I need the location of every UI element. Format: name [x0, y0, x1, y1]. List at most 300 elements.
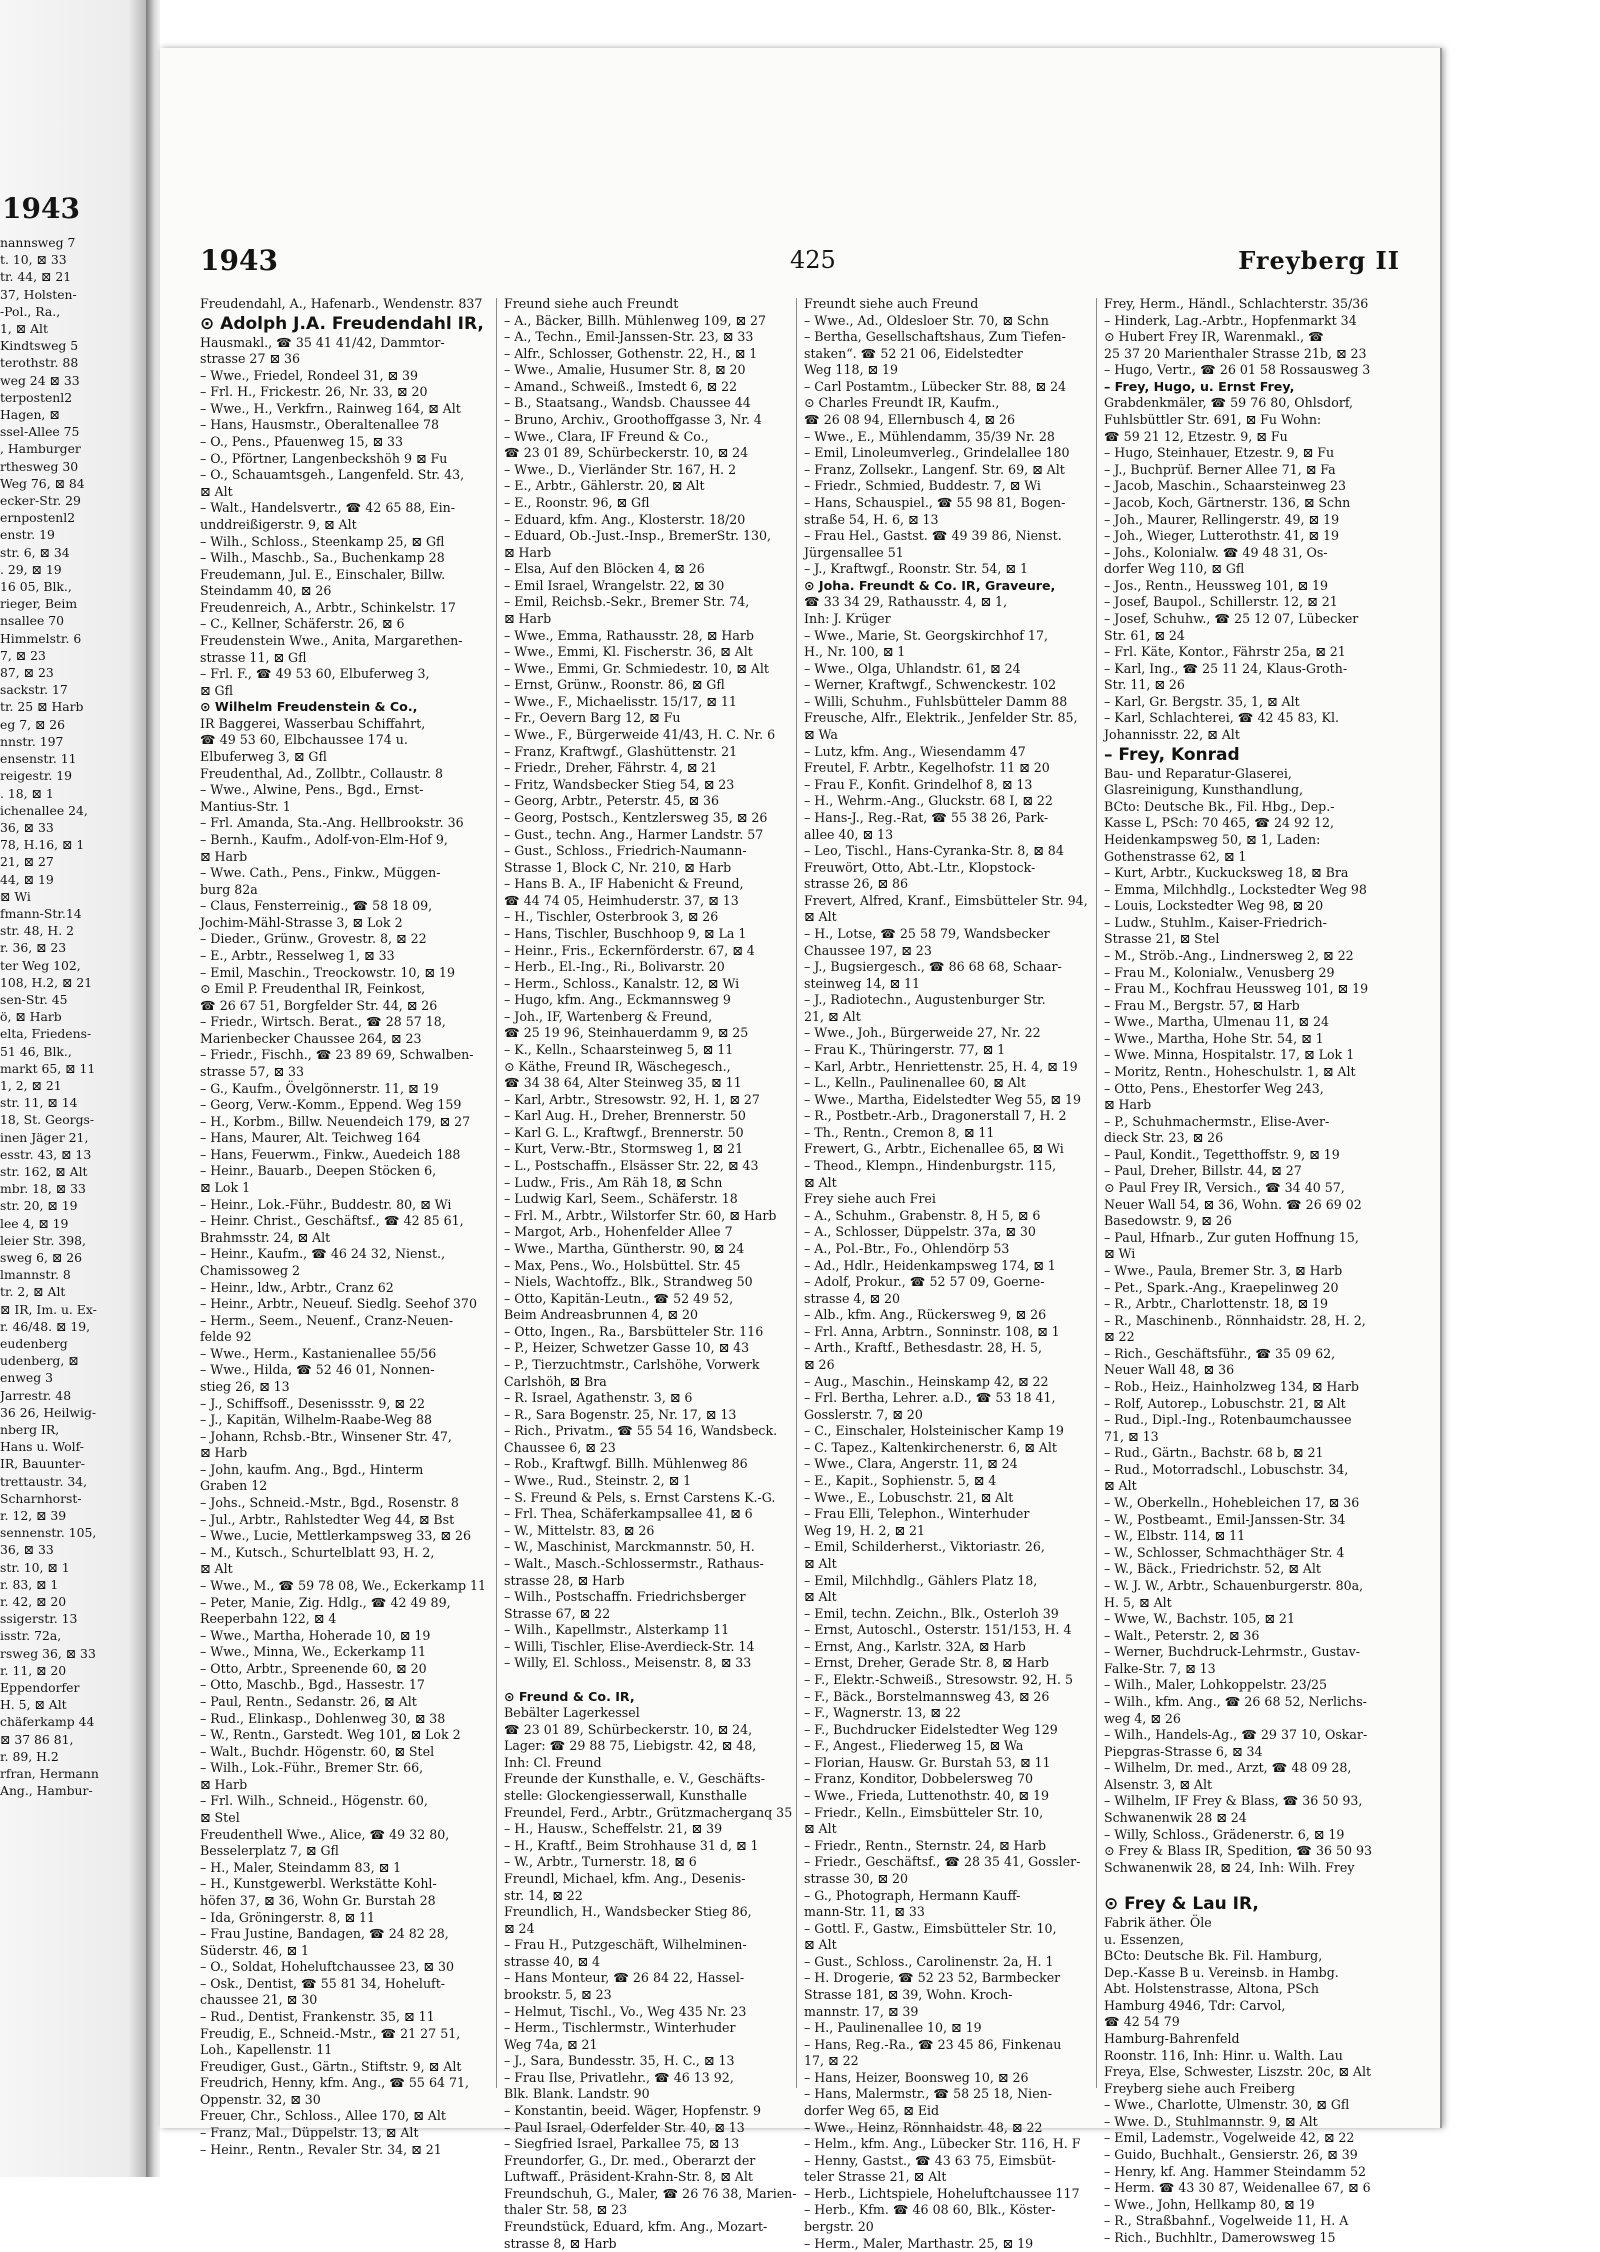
directory-entry-line: – Emil, Milchhdlg., Gählers Platz 18,	[804, 1572, 1038, 1588]
directory-entry-line: – Rud., Dipl.-Ing., Rotenbaumchaussee	[1104, 1412, 1352, 1428]
directory-entry-line: – Guido, Buchhalt., Gensierstr. 26, ⊠ 39	[1104, 2147, 1358, 2163]
directory-entry-line: – Rud., Dentist, Frankenstr. 35, ⊠ 11	[200, 2008, 435, 2024]
directory-entry-line: 25 37 20 Marienthaler Strasse 21b, ⊠ 23	[1104, 345, 1367, 361]
left-page-line: esstr. 43, ⊠ 13	[0, 1146, 92, 1162]
left-page-line: r. 12, ⊠ 39	[0, 1508, 67, 1524]
directory-entry-line: – Hans, Hausmstr., Oberaltenallee 78	[200, 417, 440, 433]
directory-entry-line: – Wwe., Clara, Angerstr. 11, ⊠ 24	[804, 1456, 1018, 1472]
directory-entry-line: ⊠ Stel	[200, 1810, 240, 1826]
directory-entry-line: – Jacob, Koch, Gärtnerstr. 136, ⊠ Schn	[1104, 494, 1351, 510]
left-page-line: Himmelstr. 6	[0, 630, 82, 646]
directory-entry-line: BCto: Deutsche Bk., Fil. Hbg., Dep.-	[1104, 798, 1335, 814]
directory-entry-line: – Heinr., Lok.-Führ., Buddestr. 80, ⊠ Wi	[200, 1196, 452, 1212]
directory-entry-line: – Wwe., Heinz, Rönnhaidstr. 48, ⊠ 22	[804, 2119, 1043, 2135]
directory-entry-line: – C., Kellner, Schäferstr. 26, ⊠ 6	[200, 616, 405, 632]
directory-entry-line: – Otto, Arbtr., Spreenende 60, ⊠ 20	[200, 1660, 427, 1676]
directory-entry-line: – Arth., Kraftf., Bethesdastr. 28, H. 5,	[804, 1340, 1043, 1356]
left-page-line: Scharnhorst-	[0, 1490, 82, 1506]
directory-entry-line	[504, 1672, 796, 1689]
left-page-line: ernpostenl2	[0, 510, 76, 526]
directory-entry-line: – Frl. F., ☎ 49 53 60, Elbuferweg 3,	[200, 666, 430, 682]
left-page-line: 7, ⊠ 23	[0, 647, 46, 663]
directory-entry-line: – W., Elbstr. 114, ⊠ 11	[1104, 1528, 1246, 1544]
directory-entry-line: – Heinr., Kaufm., ☎ 46 24 32, Nienst.,	[200, 1246, 446, 1262]
directory-entry-line: ⊙ Hubert Frey IR, Warenmakl., ☎	[1104, 329, 1324, 345]
directory-entry-line: – Hugo, Steinhauer, Etzestr. 9, ⊠ Fu	[1104, 445, 1335, 461]
directory-entry-line: – Wwe., Lucie, Mettlerkampsweg 33, ⊠ 26	[200, 1528, 471, 1544]
directory-entry-line: – Hans, Reg.-Ra., ☎ 23 45 86, Finkenau	[804, 2036, 1062, 2052]
left-page-line: -Pol., Ra.,	[0, 303, 61, 319]
directory-entry-line: höfen 37, ⊠ 36, Wohn Gr. Burstah 28	[200, 1892, 436, 1908]
directory-entry-line: Schwanenwik 28, ⊠ 24, Inh: Wilh. Frey	[1104, 1859, 1355, 1875]
directory-entry-line: – Wwe., Frieda, Luttenothstr. 40, ⊠ 19	[804, 1788, 1049, 1804]
left-page-line: weg 24 ⊠ 33	[0, 372, 80, 388]
directory-entry-line: Str. 61, ⊠ 24	[1104, 627, 1185, 643]
directory-entry-line: – J., Kapitän, Wilhelm-Raabe-Weg 88	[200, 1412, 432, 1428]
directory-entry-line: – Josef, Baupol., Schillerstr. 12, ⊠ 21	[1104, 594, 1338, 610]
directory-entry-line: – Eduard, kfm. Ang., Klosterstr. 18/20	[504, 511, 746, 527]
directory-entry-line: Johannisstr. 22, ⊠ Alt	[1104, 727, 1240, 743]
directory-entry-line: – Wwe., E., Lobuschstr. 21, ⊠ Alt	[804, 1489, 1014, 1505]
directory-entry-line: – Wwe., Hilda, ☎ 52 46 01, Nonnen-	[200, 1362, 435, 1378]
directory-entry-line: – Ernst, Autoschl., Osterstr. 151/153, H. 4	[804, 1622, 1072, 1638]
directory-entry-line: Abt. Holstenstrasse, Altona, PSch	[1104, 1981, 1319, 1997]
left-page-line: udenberg, ⊠	[0, 1353, 79, 1369]
directory-entry-line: – W., Maschinist, Marckmannstr. 50, H.	[504, 1539, 755, 1555]
directory-entry-line: ☎ 34 38 64, Alter Steinweg 35, ⊠ 11	[504, 1075, 742, 1091]
directory-entry-line: – E., Arbtr., Resselweg 1, ⊠ 33	[200, 947, 395, 963]
directory-entry-line: – Wwe. D., Stuhlmannstr. 9, ⊠ Alt	[1104, 2113, 1318, 2129]
directory-entry-line: – Friedr., Dreher, Fährstr. 4, ⊠ 21	[504, 760, 718, 776]
left-page-line: Hagen, ⊠	[0, 407, 60, 423]
directory-entry-line: – O., Pens., Pfauenweg 15, ⊠ 33	[200, 434, 404, 450]
directory-entry-line: – Paul, Kondit., Tegetthoffstr. 9, ⊠ 19	[1104, 1146, 1340, 1162]
directory-entry-line: – H., Tischler, Osterbrook 3, ⊠ 26	[504, 909, 719, 925]
directory-entry-line: Weg 118, ⊠ 19	[804, 362, 899, 378]
directory-entry-line: – Theod., Klempn., Hindenburgstr. 115,	[804, 1158, 1057, 1174]
directory-entry-line: – S. Freund & Pels, s. Ernst Carstens K.-G.	[504, 1489, 776, 1505]
directory-entry-line: Freudenthal, Ad., Zollbtr., Collaustr. 8	[200, 765, 444, 781]
directory-entry-line: – Heinr., Fris., Eckernförderstr. 67, ⊠ 4	[504, 942, 755, 958]
directory-entry-line: – Friedr., Schmied, Buddestr. 7, ⊠ Wi	[804, 478, 1041, 494]
directory-entry-line: ☎ 25 19 96, Steinhauerdamm 9, ⊠ 25	[504, 1025, 749, 1041]
directory-page	[160, 48, 1442, 2251]
directory-entry-line: ⊙ Wilhelm Freudenstein & Co.,	[200, 699, 418, 715]
directory-entry-line: – Wilh., Postschaffn. Friedrichsberger	[504, 1589, 746, 1605]
directory-entry-line: Str. 11, ⊠ 26	[1104, 677, 1185, 693]
directory-entry-line: – Amand., Schweiß., Imstedt 6, ⊠ 22	[504, 378, 738, 394]
page-number: 425	[790, 246, 836, 274]
directory-entry-line: – Wwe., F., Michaelisstr. 15/17, ⊠ 11	[504, 693, 737, 709]
directory-entry-line: – Helm., kfm. Ang., Lübecker Str. 116, H. F	[804, 2136, 1081, 2152]
directory-entry-line: – Heinr. Christ., Geschäftsf., ☎ 42 85 61,	[200, 1213, 464, 1229]
left-page-line: inen Jäger 21,	[0, 1129, 89, 1145]
directory-entry-line: – B., Staatsang., Wandsb. Chaussee 44	[504, 395, 751, 411]
directory-entry-line: Falke-Str. 7, ⊠ 13	[1104, 1660, 1216, 1676]
directory-entry-line: – Kurt, Arbtr., Kuckucksweg 18, ⊠ Bra	[1104, 865, 1349, 881]
left-page-line: eg 7, ⊠ 26	[0, 716, 66, 732]
directory-entry-line: Frevert, Alfred, Kranf., Eimsbütteler Str. 94,	[804, 892, 1088, 908]
directory-entry-line: – Willi, Tischler, Elise-Averdieck-Str. 14	[504, 1638, 755, 1654]
directory-entry-line: – Rolf, Autorep., Lobuschstr. 21, ⊠ Alt	[1104, 1395, 1346, 1411]
directory-entry-line: – Wilhelm, Dr. med., Arzt, ☎ 48 09 28,	[1104, 1760, 1352, 1776]
directory-entry-line: ⊙ Joha. Freundt & Co. IR, Graveure,	[804, 577, 1056, 593]
directory-entry-line: stelle: Glockengiesserwall, Kunsthalle	[504, 1788, 747, 1804]
directory-entry-line: Frey, Herm., Händl., Schlachterstr. 35/36	[1104, 296, 1369, 311]
left-page-line: 36, ⊠ 33	[0, 1542, 54, 1558]
directory-entry-line: ⊠ 26	[804, 1357, 835, 1372]
directory-entry-line: – Wilhelm, IF Frey & Blass, ☎ 36 50 93,	[1104, 1793, 1363, 1809]
directory-entry-line: mann-Str. 11, ⊠ 33	[804, 1904, 925, 1920]
directory-entry-line: – A., Schuhm., Grabenstr. 8, H 5, ⊠ 6	[804, 1207, 1041, 1223]
directory-entry-line: burg 82a	[200, 881, 258, 897]
directory-entry-line: ☎ 44 74 05, Heimhuderstr. 37, ⊠ 13	[504, 892, 739, 908]
directory-entry-line: – Dieder., Grünw., Grovestr. 8, ⊠ 22	[200, 931, 427, 947]
left-page-line: 16 05, Blk.,	[0, 579, 72, 595]
directory-entry-line: – Frau M., Kolonialw., Venusberg 29	[1104, 964, 1335, 980]
directory-entry-line: strasse 30, ⊠ 20	[804, 1870, 909, 1886]
directory-entry-line: ⊙ Paul Frey IR, Versich., ☎ 34 40 57,	[1104, 1180, 1345, 1196]
directory-entry-line: – Rud., Gärtn., Bachstr. 68 b, ⊠ 21	[1104, 1445, 1324, 1461]
directory-entry-line: Freundstück, Eduard, kfm. Ang., Mozart-	[504, 2219, 768, 2235]
directory-entry-line: – R., Arbtr., Charlottenstr. 18, ⊠ 19	[1104, 1296, 1329, 1312]
directory-entry-line: – F., Bäck., Borstelmannsweg 43, ⊠ 26	[804, 1688, 1050, 1704]
directory-entry-line: Freudemann, Jul. E., Einschaler, Billw.	[200, 566, 446, 582]
directory-entry-line: – Wwe., Amalie, Husumer Str. 8, ⊠ 20	[504, 362, 746, 378]
directory-entry-line: – Hans-J., Reg.-Rat, ☎ 55 38 26, Park-	[804, 809, 1049, 825]
directory-entry-line: – Herm., Tischlermstr., Winterhuder	[504, 2020, 736, 2036]
directory-entry-line: steinweg 14, ⊠ 11	[804, 975, 921, 991]
directory-entry-line: dieck Str. 23, ⊠ 26	[1104, 1130, 1224, 1146]
directory-entry-line: – Wilh., kfm. Ang., ☎ 26 68 52, Nerlichs-	[1104, 1693, 1367, 1709]
directory-entry-line: – Claus, Fensterreinig., ☎ 58 18 09,	[200, 898, 433, 914]
left-page-line: str. 20, ⊠ 19	[0, 1198, 78, 1214]
left-page-line: . 18, ⊠ 1	[0, 785, 54, 801]
directory-entry-line: ⊠ Harb	[200, 848, 248, 864]
directory-entry-line: ⊠ Gfl	[200, 682, 234, 698]
directory-entry-line: – Karl, Arbtr., Henriettenstr. 25, H. 4, ⊠ 19	[804, 1058, 1078, 1074]
directory-entry-line: – H., Maler, Steindamm 83, ⊠ 1	[200, 1859, 402, 1875]
directory-entry-line: Loh., Kapellenstr. 11	[200, 2042, 333, 2058]
left-page-line: 78, H.16, ⊠ 1	[0, 837, 85, 853]
left-page-line: sen-Str. 45	[0, 991, 68, 1007]
directory-entry-line: – Frau Hel., Gastst. ☎ 49 39 86, Nienst.	[804, 528, 1062, 544]
left-page-line: enweg 3	[0, 1370, 54, 1386]
directory-entry-line: Chaussee 6, ⊠ 23	[504, 1439, 616, 1455]
directory-entry-line: – Henry, kf. Ang. Hammer Steindamm 52	[1104, 2163, 1367, 2179]
directory-entry-line	[1104, 1876, 1396, 1893]
directory-entry-line: thaler Str. 58, ⊠ 23	[504, 2202, 628, 2218]
left-page-line: fmann-Str.14	[0, 905, 82, 921]
directory-entry-line: – Louis, Lockstedter Weg 98, ⊠ 20	[1104, 898, 1324, 914]
directory-entry-line: – Wwe., Martha, Güntherstr. 90, ⊠ 24	[504, 1240, 745, 1256]
directory-entry-line: – Pet., Spark.-Ang., Kraepelinweg 20	[1104, 1279, 1339, 1295]
directory-entry-line: – Wwe., M., ☎ 59 78 08, We., Eckerkamp 11	[200, 1577, 487, 1593]
directory-entry-line: – Kurt, Verw.-Btr., Stormsweg 1, ⊠ 21	[504, 1141, 744, 1157]
directory-entry-line: – H., Wehrm.-Ang., Gluckstr. 68 I, ⊠ 22	[804, 793, 1053, 809]
left-page-line: r. 89, H.2	[0, 1748, 59, 1764]
directory-entry-line: Freudenstein Wwe., Anita, Margarethen-	[200, 632, 463, 648]
left-page-line: 36, ⊠ 33	[0, 819, 54, 835]
directory-entry-line: – Ida, Gröningerstr. 8, ⊠ 11	[200, 1909, 376, 1925]
directory-entry-line: Freundl, Michael, kfm. Ang., Desenis-	[504, 1870, 746, 1886]
directory-entry-line: – Osk., Dentist, ☎ 55 81 34, Hoheluft-	[200, 1975, 446, 1991]
directory-entry-line: – Wwe., Herm., Kastanienallee 55/56	[200, 1345, 437, 1361]
directory-entry-line: Elbuferweg 3, ⊠ Gfl	[200, 749, 327, 765]
directory-entry-line: – Wwe., Rud., Steinstr. 2, ⊠ 1	[504, 1473, 692, 1489]
directory-entry-line: – Moritz, Rentn., Hoheschulstr. 1, ⊠ Alt	[1104, 1064, 1356, 1080]
directory-entry-line: ☎ 49 53 60, Elbchaussee 174 u.	[200, 732, 408, 748]
directory-entry-line: 71, ⊠ 13	[1104, 1428, 1159, 1444]
directory-entry-line: Glasreinigung, Kunsthandlung,	[1104, 782, 1304, 798]
directory-entry-line: strasse 57, ⊠ 33	[200, 1064, 305, 1080]
directory-entry-line: Gothenstrasse 62, ⊠ 1	[1104, 848, 1247, 864]
directory-entry-line: – Wilh., Kapellmstr., Alsterkamp 11	[504, 1622, 730, 1638]
directory-entry-line: – L., Kelln., Paulinenallee 60, ⊠ Alt	[804, 1075, 1026, 1091]
directory-entry-line: – P., Schuhmachermstr., Elise-Aver-	[1104, 1113, 1330, 1129]
directory-entry-line: – Otto, Ingen., Ra., Barsbütteler Str. 116	[504, 1323, 764, 1339]
directory-entry-line: H. 5, ⊠ Alt	[1104, 1594, 1172, 1610]
directory-entry-line: – Ad., Hdlr., Heidenkampsweg 174, ⊠ 1	[804, 1257, 1056, 1273]
left-page-line: Weg 76, ⊠ 84	[0, 475, 85, 491]
directory-entry-line: – H., Kunstgewerbl. Werkstätte Kohl-	[200, 1876, 437, 1892]
left-page-line: ter Weg 102,	[0, 957, 81, 973]
directory-entry-line: – Paul, Hfnarb., Zur guten Hoffnung 15,	[1104, 1229, 1359, 1245]
directory-entry-line: – Frau Elli, Telephon., Winterhuder	[804, 1506, 1030, 1522]
directory-entry-line: – Jacob, Maschin., Schaarsteinweg 23	[1104, 478, 1347, 494]
directory-entry-line: – Herm., Seem., Neuenf., Cranz-Neuen-	[200, 1312, 454, 1328]
directory-entry-line: – Henny, Gastst., ☎ 43 63 75, Eimsbüt-	[804, 2152, 1056, 2168]
directory-entry-line: – Siegfried Israel, Parkallee 75, ⊠ 13	[504, 2136, 740, 2152]
directory-entry-line: – Franz, Mal., Düppelstr. 13, ⊠ Alt	[200, 2125, 419, 2141]
directory-entry-line: – Rob., Heiz., Hainholzweg 134, ⊠ Harb	[1104, 1379, 1359, 1394]
directory-entry-line: – L., Postschaffn., Elsässer Str. 22, ⊠ 43	[504, 1158, 759, 1174]
directory-entry-line: – Wwe., Minna, We., Eckerkamp 11	[200, 1644, 427, 1660]
directory-entry-line: – J., Kraftwgf., Roonstr. Str. 54, ⊠ 1	[804, 561, 1028, 577]
directory-entry-line: – R. Israel, Agathenstr. 3, ⊠ 6	[504, 1390, 693, 1406]
directory-entry-line: – Hans Monteur, ☎ 26 84 22, Hassel-	[504, 1970, 745, 1986]
left-page-line: ö, ⊠ Harb	[0, 1009, 62, 1025]
left-page-line: str. 11, ⊠ 14	[0, 1095, 78, 1111]
directory-entry-line: – Franz, Konditor, Dobbelersweg 70	[804, 1771, 1033, 1787]
directory-entry-line: – Georg, Verw.-Komm., Eppend. Weg 159	[200, 1097, 462, 1113]
directory-entry-line: – Gust., Schloss., Carolinenstr. 2a, H. 1	[804, 1953, 1054, 1969]
directory-entry-line: ⊙ Käthe, Freund IR, Wäschegesch.,	[504, 1058, 731, 1074]
directory-entry-line: – W., Bäck., Friedrichstr. 52, ⊠ Alt	[1104, 1561, 1321, 1577]
directory-entry-line: Schwanenwik 28 ⊠ 24	[1104, 1810, 1247, 1826]
directory-entry-line: – Bruno, Archiv., Groothoffgasse 3, Nr. 4	[504, 412, 762, 428]
directory-entry-line: – Wwe., Charlotte, Ulmenstr. 30, ⊠ Gfl	[1104, 2097, 1350, 2113]
directory-entry-line: ⊠ Alt	[200, 1561, 233, 1577]
directory-entry-line: Steindamm 40, ⊠ 26	[200, 583, 332, 599]
directory-entry-line: str. 14, ⊠ 22	[504, 1887, 583, 1903]
left-page-line: nberg IR,	[0, 1422, 60, 1438]
directory-entry-line: – Walt., Peterstr. 2, ⊠ 36	[1104, 1627, 1260, 1643]
directory-entry-line: – Hugo, Vertr., ☎ 26 01 58 Rossausweg 3	[1104, 362, 1371, 378]
directory-entry-line: – Josef, Schuhw., ☎ 25 12 07, Lübecker	[1104, 610, 1359, 626]
directory-entry-line: Jochim-Mähl-Strasse 3, ⊠ Lok 2	[200, 914, 403, 930]
directory-entry-line: – Karl, Schlachterei, ☎ 42 45 83, Kl.	[1104, 710, 1340, 726]
directory-entry-line: – J., Sara, Bundesstr. 35, H. C., ⊠ 13	[504, 2053, 735, 2069]
directory-entry-line: Kasse L, PSch: 70 465, ☎ 24 92 12,	[1104, 815, 1335, 831]
left-page-line: 1, ⊠ Alt	[0, 321, 48, 337]
directory-entry-line: – Wwe., Martha, Eidelstedter Weg 55, ⊠ 19	[804, 1091, 1081, 1107]
directory-entry-line: ⊠ Wa	[804, 727, 838, 743]
directory-entry-line: – Herb., Kfm. ☎ 46 08 60, Blk., Köster-	[804, 2202, 1056, 2218]
directory-entry-line: strasse 8, ⊠ Harb	[504, 2235, 617, 2251]
directory-entry-line: – Heinr., Bauarb., Deepen Stöcken 6,	[200, 1163, 437, 1179]
directory-entry-line: strasse 28, ⊠ Harb	[504, 1572, 625, 1588]
directory-entry-line: teler Strasse 21, ⊠ Alt	[804, 2169, 947, 2185]
directory-entry-line: – Franz, Kraftwgf., Glashüttenstr. 21	[504, 743, 738, 759]
directory-entry-line: – Wwe., E., Mühlendamm, 35/39 Nr. 28	[804, 428, 1055, 444]
directory-entry-line: Freudig, E., Schneid.-Mstr., ☎ 21 27 51,	[200, 2025, 461, 2041]
left-page-line: ssigerstr. 13	[0, 1611, 78, 1627]
directory-entry-line: Mantius-Str. 1	[200, 798, 291, 814]
book-fold	[146, 0, 160, 2177]
left-page-line: 21, ⊠ 27	[0, 854, 54, 870]
directory-entry-line: Inh: Cl. Freund	[504, 1754, 602, 1770]
directory-entry-line: – Hans, Tischler, Buschhoop 9, ⊠ La 1	[504, 925, 747, 941]
directory-entry-line: Freya, Else, Schwester, Liszstr. 20c, ⊠ Alt	[1104, 2064, 1372, 2080]
directory-entry-line: – Herb., Lichtspiele, Hoheluftchaussee 117	[804, 2185, 1080, 2201]
directory-entry-line: – Fr., Oevern Barg 12, ⊠ Fu	[504, 710, 681, 726]
directory-entry-line: Oppenstr. 32, ⊠ 30	[200, 2091, 321, 2107]
directory-entry-line: Brahmsstr. 24, ⊠ Alt	[200, 1229, 331, 1245]
directory-entry-line: Weg 74a, ⊠ 21	[504, 2036, 598, 2052]
directory-entry-line: – Wwe., Martha, Ulmenau 11, ⊠ 24	[1104, 1014, 1329, 1030]
directory-entry-line: – W., Oberkelln., Hohebleichen 17, ⊠ 36	[1104, 1495, 1360, 1511]
directory-entry-line: – Otto, Kapitän-Leutn., ☎ 52 49 52,	[504, 1290, 734, 1306]
directory-entry-line: – Wilh., Lok.-Führ., Bremer Str. 66,	[200, 1760, 424, 1776]
directory-entry-line: Lager: ☎ 29 88 75, Liebigstr. 42, ⊠ 48,	[504, 1738, 757, 1754]
directory-entry-line: – Aug., Maschin., Heinskamp 42, ⊠ 22	[804, 1373, 1049, 1389]
directory-entry-line: ⊠ Harb	[504, 610, 552, 626]
directory-entry-line: – Friedr., Fischh., ☎ 23 89 69, Schwalben-	[200, 1047, 474, 1063]
directory-entry-line: ⊠ Alt	[804, 909, 837, 925]
directory-entry-line: Freuer, Chr., Schloss., Allee 170, ⊠ Alt	[200, 2108, 446, 2124]
directory-entry-line: – Bertha, Gesellschaftshaus, Zum Tiefen-	[804, 329, 1066, 345]
directory-entry-line: – R., Straßbahnf., Vogelweide 11, H. A	[1104, 2213, 1349, 2229]
left-page-line: . 29, ⊠ 19	[0, 561, 62, 577]
left-page-line: leier Str. 398,	[0, 1232, 86, 1248]
directory-entry-line: – Wwe., Clara, IF Freund & Co.,	[504, 428, 709, 444]
directory-entry-line: – R., Postbetr.-Arb., Dragonerstall 7, H. 2	[804, 1108, 1067, 1124]
directory-entry-line: – Wwe., Friedel, Rondeel 31, ⊠ 39	[200, 367, 419, 383]
directory-entry-line: – Fritz, Wandsbecker Stieg 54, ⊠ 23	[504, 776, 735, 792]
directory-entry-line: – Frau Ilse, Privatlehr., ☎ 46 13 92,	[504, 2069, 734, 2085]
left-page-line: 44, ⊠ 19	[0, 871, 54, 887]
directory-entry-line: – Frl. Bertha, Lehrer. a.D., ☎ 53 18 41,	[804, 1390, 1056, 1406]
left-page-line: ecker-Str. 29	[0, 493, 81, 509]
directory-entry-line: ⊙ Emil P. Freudenthal IR, Feinkost,	[200, 981, 426, 997]
left-page-line: trettaustr. 34,	[0, 1473, 88, 1489]
directory-entry-line: Strasse 67, ⊠ 22	[504, 1605, 611, 1621]
directory-entry-line: – Emil, Maschin., Treockowstr. 10, ⊠ 19	[200, 964, 455, 980]
left-page-line: terpostenl2	[0, 389, 73, 405]
directory-entry-line: strasse 11, ⊠ Gfl	[200, 649, 307, 665]
directory-entry-line: – Karl, Ing., ☎ 25 11 24, Klaus-Groth-	[1104, 660, 1348, 676]
directory-entry-line: – Frl. Käte, Kontor., Fährstr 25a, ⊠ 21	[1104, 644, 1346, 660]
left-page-lines	[0, 200, 140, 1799]
directory-entry-line: – Friedr., Geschäftsf., ☎ 28 35 41, Gossler-	[804, 1854, 1081, 1870]
directory-entry-line: – Wwe., Joh., Bürgerweide 27, Nr. 22	[804, 1025, 1041, 1041]
directory-entry-line: ⊠ Wi	[1104, 1246, 1136, 1262]
directory-entry-line: ⊠ Alt	[804, 1589, 837, 1605]
directory-entry-line: – W., Schlosser, Schmachthäger Str. 4	[1104, 1544, 1345, 1560]
directory-entry-line: – Hans, Heizer, Boonsweg 10, ⊠ 26	[804, 2069, 1029, 2085]
directory-entry-line: Hausmakl., ☎ 35 41 41/42, Dammtor-	[200, 334, 445, 350]
directory-entry-line: – G., Kaufm., Övelgönnerstr. 11, ⊠ 19	[200, 1080, 439, 1096]
directory-entry-line: ⊙ Frey & Blass IR, Spedition, ☎ 36 50 93	[1104, 1843, 1373, 1859]
directory-entry-line: – Frey, Hugo, u. Ernst Frey,	[1104, 378, 1295, 394]
directory-entry-line: Strasse 181, ⊠ 39, Wohn. Kroch-	[804, 1986, 1013, 2002]
directory-entry-line: – W., Arbtr., Turnerstr. 18, ⊠ 6	[504, 1854, 697, 1870]
directory-entry-line: Freund siehe auch Freundt	[504, 296, 679, 311]
left-page-line: reigestr. 19	[0, 768, 73, 784]
directory-entry-line: – Heinr., Rentn., Revaler Str. 34, ⊠ 21	[200, 2141, 442, 2157]
directory-entry-line: – Georg, Arbtr., Peterstr. 45, ⊠ 36	[504, 793, 720, 809]
directory-entry-line: – P., Tierzuchtmstr., Carlshöhe, Vorwerk	[504, 1357, 760, 1372]
directory-entry-line: ⊠ Alt	[804, 1555, 837, 1571]
directory-entry-line: – R., Maschinenb., Rönnhaidstr. 28, H. 2,	[1104, 1312, 1366, 1328]
directory-entry-line: Marienbecker Chaussee 264, ⊠ 23	[200, 1030, 422, 1046]
directory-entry-line: – Frau Justine, Bandagen, ☎ 24 82 28,	[200, 1926, 449, 1942]
directory-entry-line: – Wwe., Emmi, Gr. Schmiedestr. 10, ⊠ Alt	[504, 660, 769, 676]
directory-entry-line: – H., Lotse, ☎ 25 58 79, Wandsbecker	[804, 925, 1050, 941]
directory-entry-line: Freundt siehe auch Freund	[804, 296, 979, 311]
directory-entry-line: – H., Paulinenallee 10, ⊠ 19	[804, 2020, 982, 2036]
directory-entry-line: – C., Einschaler, Holsteinischer Kamp 19	[804, 1423, 1064, 1439]
directory-entry-line: – H., Korbm., Billw. Neuendeich 179, ⊠ 27	[200, 1113, 471, 1129]
directory-entry-line: ⊠ 22	[1104, 1329, 1135, 1345]
directory-entry-line: – J., Schiffsoff., Desenissstr. 9, ⊠ 22	[200, 1395, 425, 1411]
directory-entry-line: – R., Sara Bogenstr. 25, Nr. 17, ⊠ 13	[504, 1406, 737, 1422]
directory-entry-line: Freundschuh, G., Maler, ☎ 26 76 38, Marien-	[504, 2185, 797, 2201]
directory-entry-line: – Karl Aug. H., Dreher, Brennerstr. 50	[504, 1108, 746, 1124]
directory-entry-line: – Frau H., Putzgeschäft, Wilhelminen-	[504, 1937, 747, 1953]
directory-entry-line: ⊠ Alt	[804, 1174, 837, 1190]
directory-entry-line: Gosslerstr. 7, ⊠ 20	[804, 1406, 923, 1422]
directory-entry-line: Jürgensallee 51	[804, 544, 904, 560]
directory-entry-line: ☎ 33 34 29, Rathausstr. 4, ⊠ 1,	[804, 594, 1008, 610]
directory-entry-line: – Rich., Geschäftsführ., ☎ 35 09 62,	[1104, 1345, 1336, 1361]
directory-entry-line: Frey siehe auch Frei	[804, 1191, 936, 1207]
directory-entry-line: – Helmut, Tischl., Vo., Weg 435 Nr. 23	[504, 2003, 747, 2019]
left-page-line: elta, Friedens-	[0, 1026, 92, 1042]
directory-entry-line: – Peter, Manie, Zig. Hdlg., ☎ 42 49 89,	[200, 1594, 451, 1610]
directory-entry-line: Basedowstr. 9, ⊠ 26	[1104, 1213, 1232, 1229]
directory-entry-line: – Wwe, W., Bachstr. 105, ⊠ 21	[1104, 1611, 1295, 1627]
directory-entry-line: – Frau F., Konfit. Grindelhof 8, ⊠ 13	[804, 776, 1033, 792]
directory-entry-line: – A., Techn., Emil-Janssen-Str. 23, ⊠ 33	[504, 329, 754, 345]
directory-entry-line: – Friedr., Kelln., Eimsbütteler Str. 10,	[804, 1804, 1044, 1820]
directory-entry-line: – Frl. H., Frickestr. 26, Nr. 33, ⊠ 20	[200, 384, 428, 400]
directory-entry-line: – Hans B. A., IF Habenicht & Freund,	[504, 876, 744, 892]
directory-entry-line: Freunde der Kunsthalle, e. V., Geschäfts-	[504, 1771, 765, 1787]
directory-entry-line: – Gottl. F., Gastw., Eimsbütteler Str. 10,	[804, 1920, 1057, 1936]
directory-entry-line: – Herb., El.-Ing., Ri., Bolivarstr. 20	[504, 959, 725, 975]
directory-entry-line: ⊠ Lok 1	[200, 1180, 251, 1196]
directory-entry-line: Frewert, G., Arbtr., Eichenallee 65, ⊠ Wi	[804, 1141, 1064, 1157]
directory-entry-line: – Th., Rentn., Cremon 8, ⊠ 11	[804, 1124, 995, 1140]
directory-entry-line: – Wwe., H., Verkfrn., Rainweg 164, ⊠ Alt	[200, 400, 461, 416]
directory-entry-line: – Hans, Malermstr., ☎ 58 25 18, Nien-	[804, 2086, 1053, 2102]
directory-entry-line: – Paul, Rentn., Sedanstr. 26, ⊠ Alt	[200, 1693, 417, 1709]
left-page-line: str. 48, H. 2	[0, 923, 74, 939]
left-page-line: Jarrestr. 48	[0, 1387, 72, 1403]
directory-entry-line: – M., Kutsch., Schurtelblatt 93, H. 2,	[200, 1544, 435, 1560]
